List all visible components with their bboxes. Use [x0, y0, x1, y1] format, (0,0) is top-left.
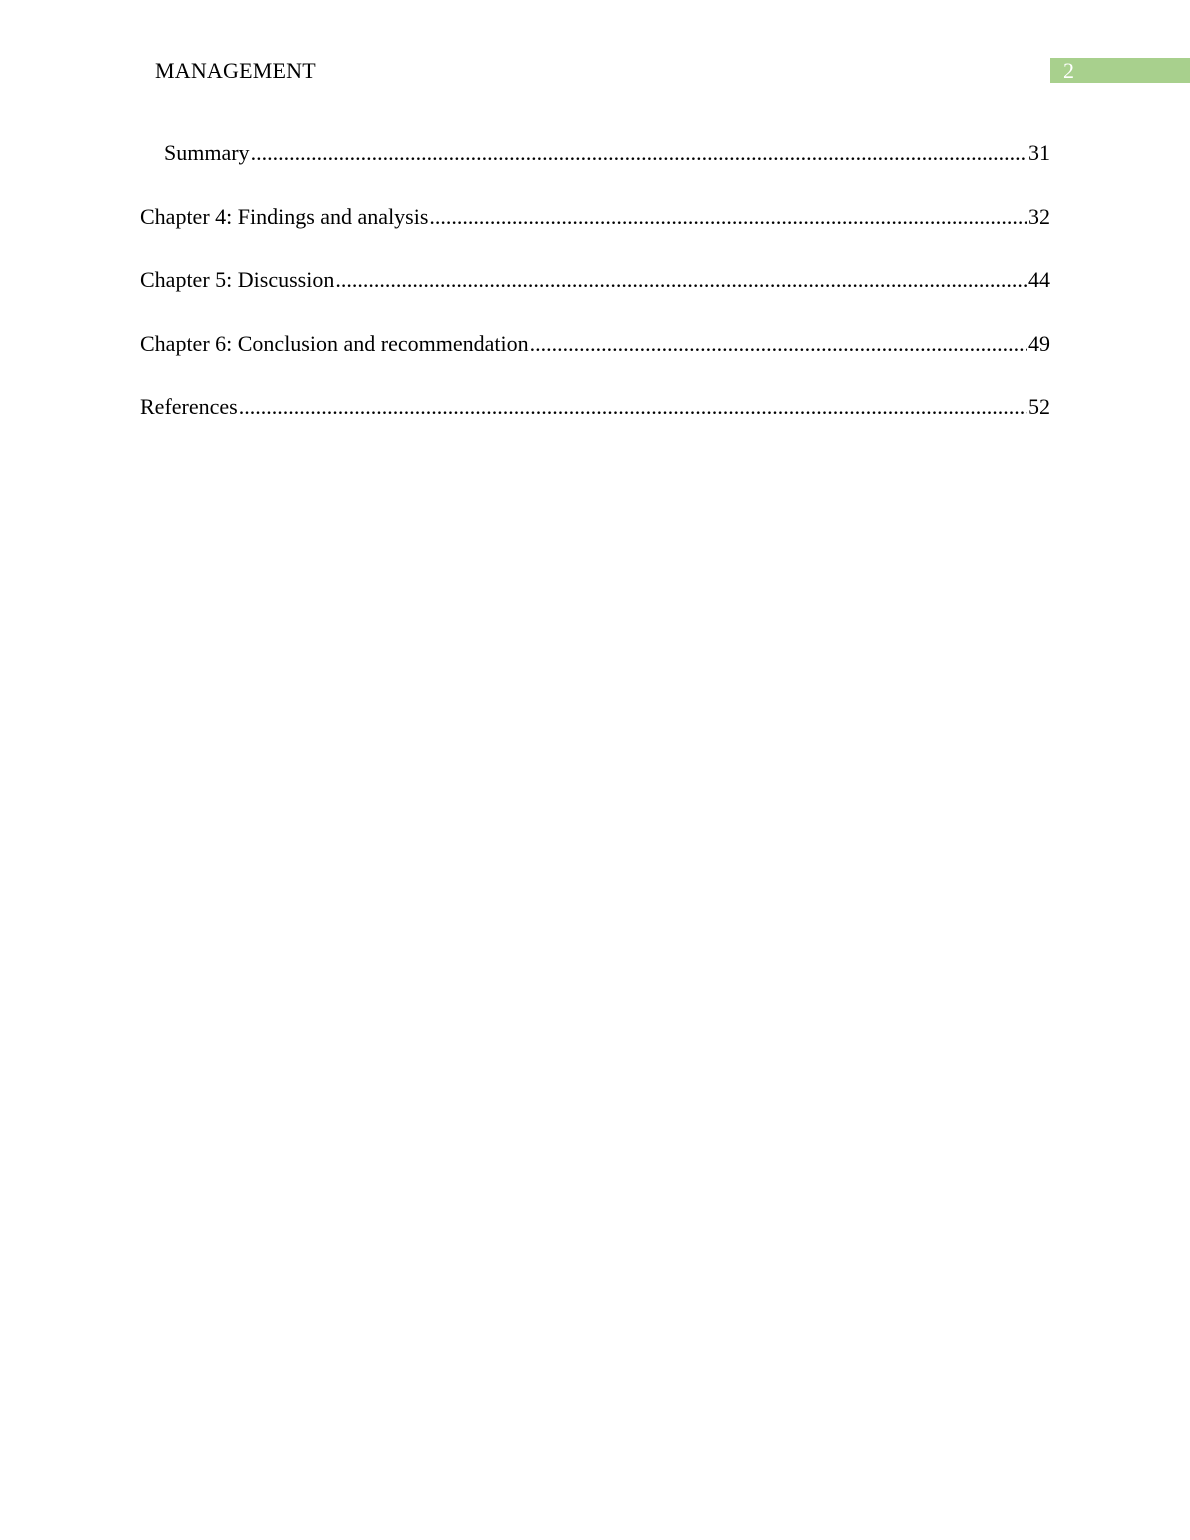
- table-of-contents: [140, 137, 1050, 455]
- toc-entry-label: Chapter 5: Discussion: [140, 267, 335, 292]
- running-header-title: MANAGEMENT: [155, 58, 316, 83]
- toc-entry-chapter-5[interactable]: [140, 264, 1050, 328]
- page-number: 2: [1063, 58, 1074, 83]
- toc-entry-chapter-6[interactable]: [140, 328, 1050, 392]
- toc-entry-page: 52: [1028, 394, 1050, 419]
- toc-entry-page: 31: [1028, 140, 1050, 165]
- toc-dot-leader: [251, 137, 1027, 169]
- toc-entry-page: 32: [1028, 203, 1050, 229]
- toc-dot-leader: [429, 201, 1027, 233]
- toc-dot-leader: [239, 391, 1027, 423]
- toc-entry-summary[interactable]: [140, 137, 1050, 201]
- toc-entry-page: 44: [1028, 267, 1050, 292]
- toc-entry-chapter-4[interactable]: [140, 201, 1050, 265]
- toc-entry-label: References: [140, 394, 238, 419]
- toc-entry-label: Chapter 6: Conclusion and recommendation: [140, 330, 529, 356]
- page-number-badge: [1050, 58, 1190, 83]
- toc-entry-label: Chapter 4: Findings and analysis: [140, 203, 429, 229]
- toc-entry-page: 49: [1028, 330, 1050, 356]
- toc-dot-leader: [530, 328, 1027, 360]
- toc-entry-references[interactable]: [140, 391, 1050, 455]
- toc-dot-leader: [335, 264, 1027, 296]
- toc-entry-label: Summary: [164, 140, 250, 165]
